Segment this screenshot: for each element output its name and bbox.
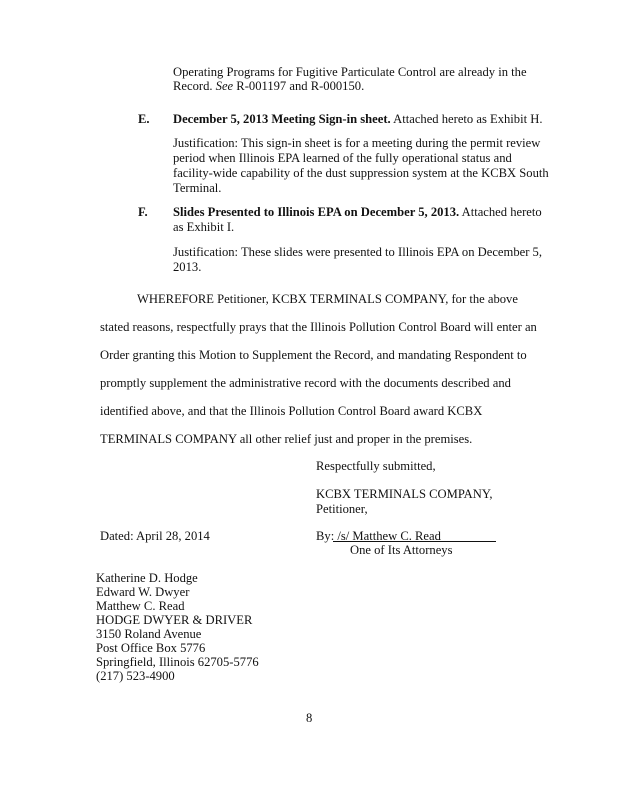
- item-e-justification-2: period when Illinois EPA learned of the fully operational status and: [173, 151, 512, 165]
- item-f-exhibit: Attached hereto: [459, 205, 542, 219]
- counsel-name-3: Matthew C. Read: [96, 599, 185, 613]
- signature-role: Petitioner,: [316, 502, 368, 516]
- item-e-justification-4: Terminal.: [173, 181, 222, 195]
- counsel-name-1: Katherine D. Hodge: [96, 571, 198, 585]
- wherefore-line-6: TERMINALS COMPANY all other relief just and proper in the premises.: [100, 432, 473, 446]
- item-f-letter: F.: [138, 205, 148, 219]
- wherefore-line-1: WHEREFORE Petitioner, KCBX TERMINALS COMPANY, for the above: [137, 292, 518, 306]
- see-signal: See: [215, 79, 234, 93]
- counsel-firm: HODGE DWYER & DRIVER: [96, 613, 253, 627]
- signature-company: KCBX TERMINALS COMPANY,: [316, 487, 493, 501]
- counsel-name-2: Edward W. Dwyer: [96, 585, 190, 599]
- closing: Respectfully submitted,: [316, 459, 436, 473]
- counsel-phone: (217) 523-4900: [96, 669, 175, 683]
- item-f-title-line-2: as Exhibit I.: [173, 220, 235, 234]
- item-f-title: Slides Presented to Illinois EPA on December 5, 2013.: [173, 205, 460, 219]
- record-text: Record.: [173, 79, 216, 93]
- wherefore-line-3: Order granting this Motion to Supplement the Record, and mandating Respondent to: [100, 348, 527, 362]
- continuation-line-2: [173, 79, 364, 94]
- signature-underline: [333, 541, 496, 542]
- wherefore-line-2: stated reasons, respectfully prays that the Illinois Pollution Control Board will enter an: [100, 320, 537, 334]
- record-cites: R-001197 and R-000150.: [233, 79, 365, 93]
- wherefore-line-4: promptly supplement the administrative record with the documents described and: [100, 376, 511, 390]
- signature-name: /s/ Matthew C. Read: [337, 529, 441, 543]
- item-e-justification-3: facility-wide capability of the dust suppression system at the KCBX South: [173, 166, 549, 180]
- item-e-exhibit: Attached hereto as Exhibit H.: [390, 112, 543, 126]
- item-e-justification-1: Justification: This sign-in sheet is for a meeting during the permit review: [173, 136, 541, 150]
- item-f-justification-2: 2013.: [173, 260, 202, 274]
- page-number: 8: [306, 711, 313, 725]
- counsel-address-3: Springfield, Illinois 62705-5776: [96, 655, 259, 669]
- item-f-title-line: [173, 205, 542, 220]
- dated-line: Dated: April 28, 2014: [100, 529, 210, 543]
- counsel-address-2: Post Office Box 5776: [96, 641, 206, 655]
- item-e-title-line: [173, 112, 542, 127]
- signature-attorneys: One of Its Attorneys: [350, 543, 453, 557]
- continuation-line-1: Operating Programs for Fugitive Particulate Control are already in the: [173, 65, 527, 79]
- item-e-letter: E.: [138, 112, 150, 126]
- wherefore-line-5: identified above, and that the Illinois Pollution Control Board award KCBX: [100, 404, 483, 418]
- by-label: By:: [316, 529, 338, 543]
- item-e-title: December 5, 2013 Meeting Sign-in sheet.: [173, 112, 391, 126]
- counsel-address-1: 3150 Roland Avenue: [96, 627, 202, 641]
- item-f-justification-1: Justification: These slides were presented to Illinois EPA on December 5,: [173, 245, 542, 259]
